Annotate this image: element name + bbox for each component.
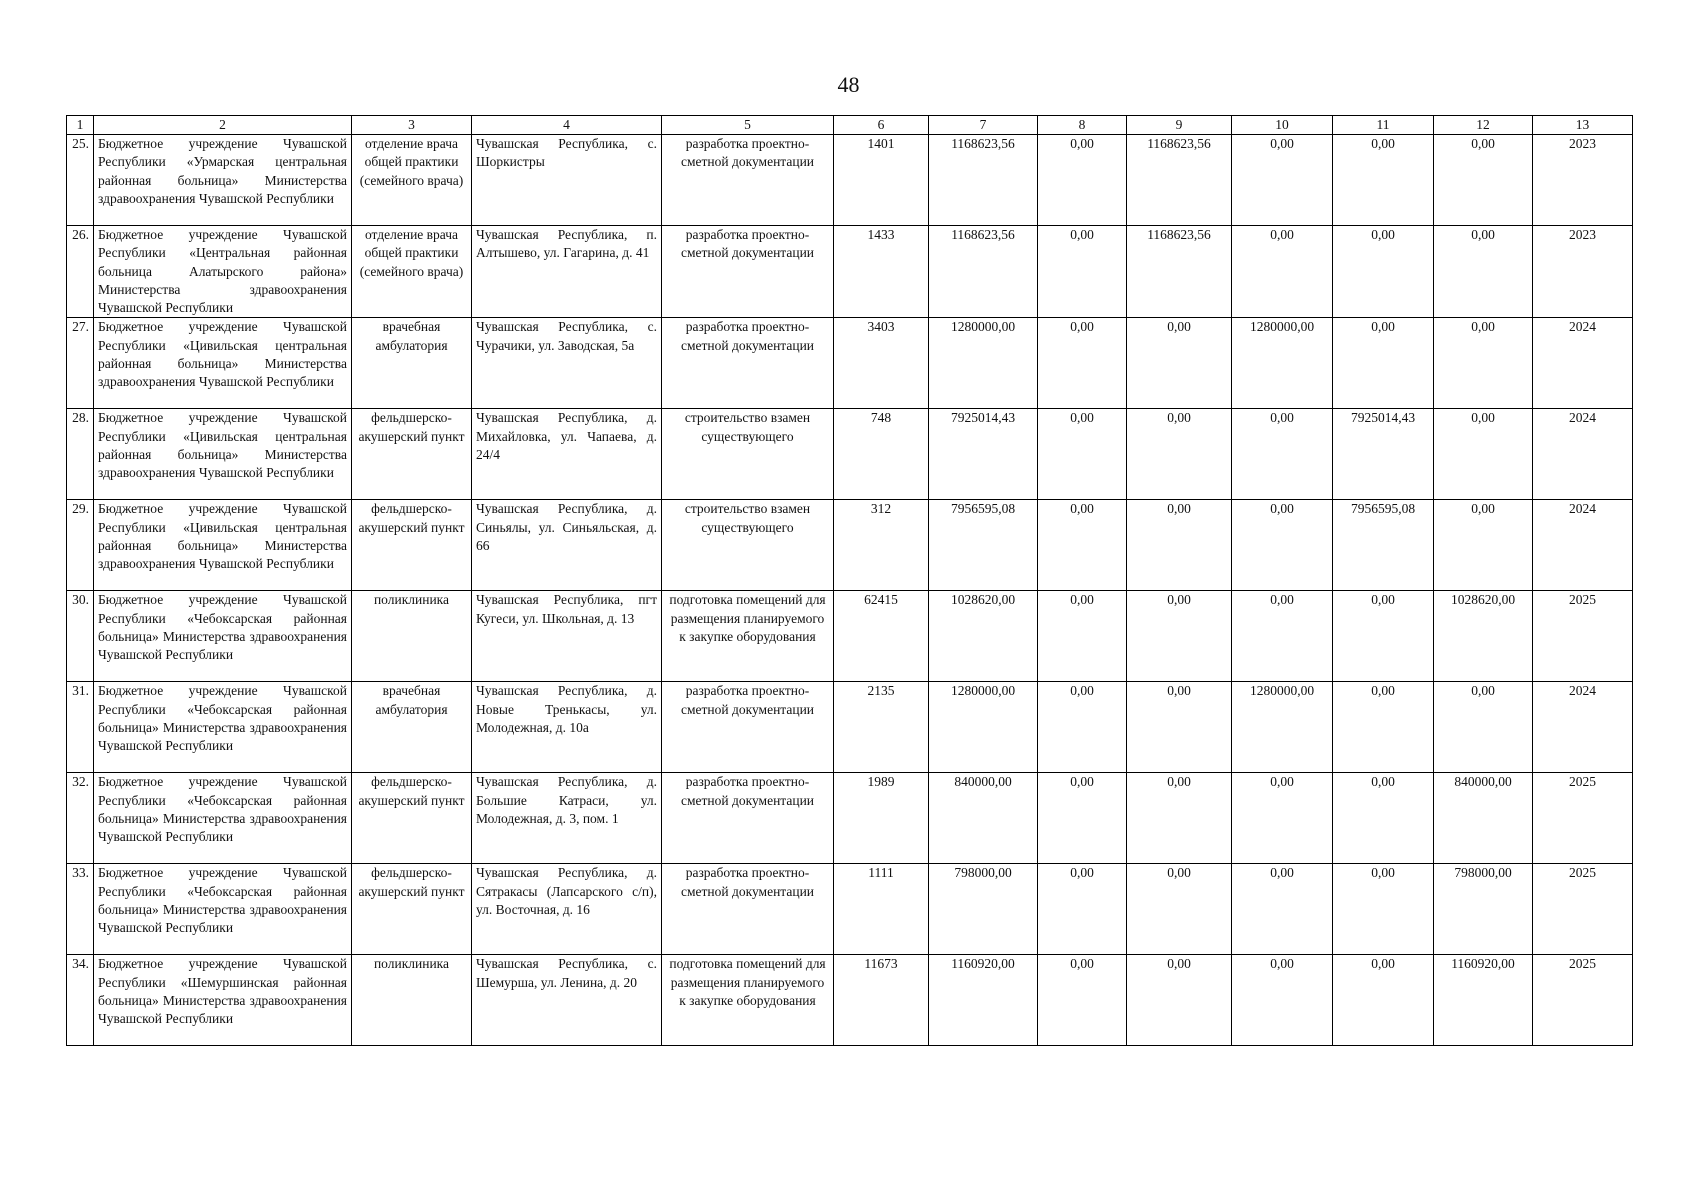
total-cost: 1168623,56: [929, 226, 1038, 318]
cost-col-10: 0,00: [1232, 864, 1333, 955]
facility-type: отделение врача общей практики (семейного врача): [352, 226, 472, 318]
institution-name: Бюджетное учреждение Чувашской Республики «Центральная районная больница Алатырского района» Министерства здравоохранения Чувашской Республики: [94, 226, 352, 318]
table-row: [67, 682, 1633, 773]
institution-name: Бюджетное учреждение Чувашской Республики «Чебоксарская районная больница» Министерства здравоохранения Чувашской Республики: [94, 682, 352, 773]
year: 2025: [1533, 773, 1633, 864]
row-number: 32.: [67, 773, 94, 864]
cost-col-8: 0,00: [1038, 500, 1127, 591]
column-header-13: 13: [1533, 116, 1633, 135]
facility-type: врачебная амбулатория: [352, 318, 472, 409]
cost-col-12: 798000,00: [1434, 864, 1533, 955]
row-number: 27.: [67, 318, 94, 409]
cost-col-8: 0,00: [1038, 955, 1127, 1046]
column-header-5: 5: [662, 116, 834, 135]
work-type: разработка проектно-сметной документации: [662, 773, 834, 864]
cost-col-12: 0,00: [1434, 135, 1533, 226]
column-header-11: 11: [1333, 116, 1434, 135]
cost-col-12: 0,00: [1434, 500, 1533, 591]
area-value: 2135: [834, 682, 929, 773]
column-header-8: 8: [1038, 116, 1127, 135]
cost-col-8: 0,00: [1038, 682, 1127, 773]
facility-address: Чувашская Республика, д. Сятракасы (Лапсарского с/п), ул. Восточная, д. 16: [472, 864, 662, 955]
total-cost: 1280000,00: [929, 682, 1038, 773]
cost-col-10: 0,00: [1232, 409, 1333, 500]
cost-col-10: 0,00: [1232, 226, 1333, 318]
facility-type: поликлиника: [352, 955, 472, 1046]
total-cost: 840000,00: [929, 773, 1038, 864]
facility-type: фельдшерско-акушерский пункт: [352, 409, 472, 500]
header-row: [67, 116, 1633, 135]
column-header-3: 3: [352, 116, 472, 135]
cost-col-11: 0,00: [1333, 135, 1434, 226]
total-cost: 1168623,56: [929, 135, 1038, 226]
institution-name: Бюджетное учреждение Чувашской Республики «Урмарская центральная районная больница» Министерства здравоохранения Чувашской Республики: [94, 135, 352, 226]
total-cost: 1028620,00: [929, 591, 1038, 682]
work-type: подготовка помещений для размещения планируемого к закупке оборудования: [662, 955, 834, 1046]
facility-address: Чувашская Республика, п. Алтышево, ул. Гагарина, д. 41: [472, 226, 662, 318]
column-header-9: 9: [1127, 116, 1232, 135]
facility-type: врачебная амбулатория: [352, 682, 472, 773]
year: 2024: [1533, 500, 1633, 591]
cost-col-9: 0,00: [1127, 591, 1232, 682]
facility-address: Чувашская Республика, с. Шоркистры: [472, 135, 662, 226]
facility-type: фельдшерско-акушерский пункт: [352, 500, 472, 591]
institution-name: Бюджетное учреждение Чувашской Республики «Цивильская центральная районная больница» Министерства здравоохранения Чувашской Республики: [94, 318, 352, 409]
column-header-12: 12: [1434, 116, 1533, 135]
row-number: 25.: [67, 135, 94, 226]
column-header-1: 1: [67, 116, 94, 135]
facility-type: фельдшерско-акушерский пункт: [352, 773, 472, 864]
cost-col-12: 0,00: [1434, 682, 1533, 773]
institution-name: Бюджетное учреждение Чувашской Республики «Цивильская центральная районная больница» Министерства здравоохранения Чувашской Республики: [94, 500, 352, 591]
cost-col-9: 0,00: [1127, 955, 1232, 1046]
work-type: подготовка помещений для размещения планируемого к закупке оборудования: [662, 591, 834, 682]
cost-col-10: 0,00: [1232, 135, 1333, 226]
cost-col-9: 0,00: [1127, 318, 1232, 409]
row-number: 34.: [67, 955, 94, 1046]
year: 2024: [1533, 409, 1633, 500]
facility-address: Чувашская Республика, д. Синьялы, ул. Синьяльская, д. 66: [472, 500, 662, 591]
cost-col-11: 0,00: [1333, 318, 1434, 409]
total-cost: 1280000,00: [929, 318, 1038, 409]
cost-col-9: 0,00: [1127, 409, 1232, 500]
facility-address: Чувашская Республика, д. Новые Тренькасы, ул. Молодежная, д. 10а: [472, 682, 662, 773]
total-cost: 1160920,00: [929, 955, 1038, 1046]
cost-col-10: 1280000,00: [1232, 682, 1333, 773]
facility-address: Чувашская Республика, с. Чурачики, ул. Заводская, 5а: [472, 318, 662, 409]
row-number: 29.: [67, 500, 94, 591]
year: 2023: [1533, 226, 1633, 318]
cost-col-11: 7925014,43: [1333, 409, 1434, 500]
facility-address: Чувашская Республика, д. Большие Катраси, ул. Молодежная, д. 3, пом. 1: [472, 773, 662, 864]
table-row: [67, 955, 1633, 1046]
work-type: разработка проектно-сметной документации: [662, 318, 834, 409]
total-cost: 7956595,08: [929, 500, 1038, 591]
cost-col-8: 0,00: [1038, 135, 1127, 226]
area-value: 1989: [834, 773, 929, 864]
work-type: разработка проектно-сметной документации: [662, 135, 834, 226]
area-value: 3403: [834, 318, 929, 409]
cost-col-9: 0,00: [1127, 682, 1232, 773]
cost-col-11: 0,00: [1333, 591, 1434, 682]
cost-col-10: 0,00: [1232, 955, 1333, 1046]
year: 2025: [1533, 864, 1633, 955]
cost-col-11: 0,00: [1333, 955, 1434, 1046]
cost-col-8: 0,00: [1038, 409, 1127, 500]
institution-name: Бюджетное учреждение Чувашской Республики «Чебоксарская районная больница» Министерства здравоохранения Чувашской Республики: [94, 773, 352, 864]
cost-col-9: 1168623,56: [1127, 135, 1232, 226]
row-number: 26.: [67, 226, 94, 318]
table-row: [67, 773, 1633, 864]
year: 2024: [1533, 318, 1633, 409]
cost-col-9: 0,00: [1127, 864, 1232, 955]
area-value: 1111: [834, 864, 929, 955]
table-row: [67, 318, 1633, 409]
facility-type: фельдшерско-акушерский пункт: [352, 864, 472, 955]
area-value: 1401: [834, 135, 929, 226]
facility-address: Чувашская Республика, с. Шемурша, ул. Ленина, д. 20: [472, 955, 662, 1046]
column-header-4: 4: [472, 116, 662, 135]
cost-col-12: 1028620,00: [1434, 591, 1533, 682]
institution-name: Бюджетное учреждение Чувашской Республики «Чебоксарская районная больница» Министерства здравоохранения Чувашской Республики: [94, 591, 352, 682]
area-value: 312: [834, 500, 929, 591]
facility-type: поликлиника: [352, 591, 472, 682]
cost-col-10: 0,00: [1232, 591, 1333, 682]
cost-col-11: 0,00: [1333, 226, 1434, 318]
institution-name: Бюджетное учреждение Чувашской Республики «Чебоксарская районная больница» Министерства здравоохранения Чувашской Республики: [94, 864, 352, 955]
cost-col-8: 0,00: [1038, 591, 1127, 682]
cost-col-10: 0,00: [1232, 500, 1333, 591]
column-header-2: 2: [94, 116, 352, 135]
year: 2024: [1533, 682, 1633, 773]
work-type: разработка проектно-сметной документации: [662, 226, 834, 318]
area-value: 11673: [834, 955, 929, 1046]
year: 2023: [1533, 135, 1633, 226]
column-header-6: 6: [834, 116, 929, 135]
cost-col-12: 840000,00: [1434, 773, 1533, 864]
facility-type: отделение врача общей практики (семейного врача): [352, 135, 472, 226]
cost-col-12: 0,00: [1434, 226, 1533, 318]
total-cost: 798000,00: [929, 864, 1038, 955]
institution-name: Бюджетное учреждение Чувашской Республики «Цивильская центральная районная больница» Министерства здравоохранения Чувашской Республики: [94, 409, 352, 500]
page-number: 48: [837, 72, 860, 97]
institution-name: Бюджетное учреждение Чувашской Республики «Шемуршинская районная больница» Министерства здравоохранения Чувашской Республики: [94, 955, 352, 1046]
year: 2025: [1533, 955, 1633, 1046]
area-value: 748: [834, 409, 929, 500]
cost-col-8: 0,00: [1038, 864, 1127, 955]
cost-col-12: 0,00: [1434, 409, 1533, 500]
column-header-10: 10: [1232, 116, 1333, 135]
facilities-table: [66, 115, 1633, 1046]
cost-col-10: 0,00: [1232, 773, 1333, 864]
column-header-7: 7: [929, 116, 1038, 135]
table-body: [67, 135, 1633, 1046]
table-row: [67, 500, 1633, 591]
work-type: разработка проектно-сметной документации: [662, 864, 834, 955]
cost-col-11: 0,00: [1333, 682, 1434, 773]
cost-col-11: 7956595,08: [1333, 500, 1434, 591]
cost-col-9: 1168623,56: [1127, 226, 1232, 318]
cost-col-12: 0,00: [1434, 318, 1533, 409]
work-type: строительство взамен существующего: [662, 409, 834, 500]
area-value: 1433: [834, 226, 929, 318]
cost-col-10: 1280000,00: [1232, 318, 1333, 409]
cost-col-9: 0,00: [1127, 500, 1232, 591]
cost-col-9: 0,00: [1127, 773, 1232, 864]
cost-col-11: 0,00: [1333, 773, 1434, 864]
total-cost: 7925014,43: [929, 409, 1038, 500]
table-row: [67, 864, 1633, 955]
row-number: 31.: [67, 682, 94, 773]
area-value: 62415: [834, 591, 929, 682]
row-number: 30.: [67, 591, 94, 682]
table-row: [67, 226, 1633, 318]
year: 2025: [1533, 591, 1633, 682]
table-header: [67, 116, 1633, 135]
cost-col-8: 0,00: [1038, 226, 1127, 318]
cost-col-12: 1160920,00: [1434, 955, 1533, 1046]
row-number: 28.: [67, 409, 94, 500]
table-row: [67, 591, 1633, 682]
facility-address: Чувашская Республика, д. Михайловка, ул. Чапаева, д. 24/4: [472, 409, 662, 500]
table-row: [67, 409, 1633, 500]
facility-address: Чувашская Республика, пгт Кугеси, ул. Школьная, д. 13: [472, 591, 662, 682]
cost-col-8: 0,00: [1038, 318, 1127, 409]
table-row: [67, 135, 1633, 226]
cost-col-8: 0,00: [1038, 773, 1127, 864]
work-type: разработка проектно-сметной документации: [662, 682, 834, 773]
work-type: строительство взамен существующего: [662, 500, 834, 591]
cost-col-11: 0,00: [1333, 864, 1434, 955]
row-number: 33.: [67, 864, 94, 955]
